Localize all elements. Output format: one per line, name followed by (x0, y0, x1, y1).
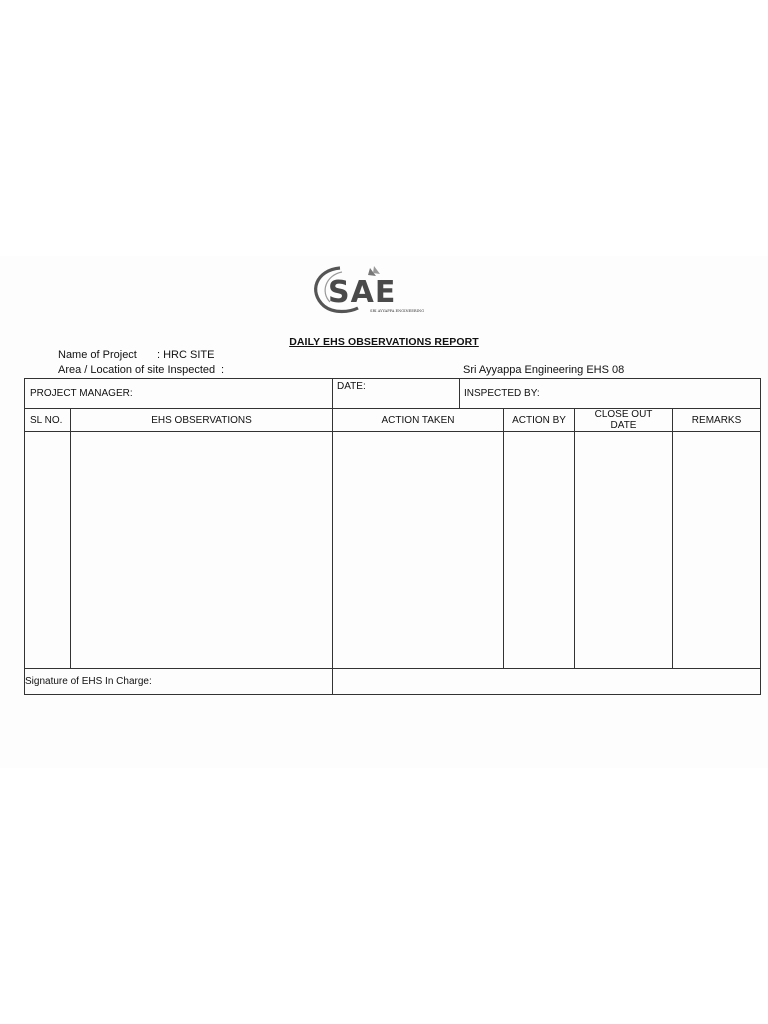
project-name-value: : HRC SITE (157, 349, 215, 361)
project-manager-label: PROJECT MANAGER: (30, 388, 133, 399)
action-by-cell[interactable] (504, 432, 575, 669)
project-name-line (58, 349, 214, 361)
ehs-observations-cell[interactable] (71, 432, 333, 669)
column-header-sl-no: SL NO. (25, 409, 71, 432)
document-code: Sri Ayyappa Engineering EHS 08 (463, 364, 625, 376)
inspected-by-label: INSPECTED BY: (464, 388, 540, 399)
signature-label-cell (25, 669, 333, 695)
logo-tagline: SRI AYYAPPA ENGINEERING (370, 309, 425, 313)
logo-mark: SAE (328, 275, 397, 310)
sl-no-cell[interactable] (25, 432, 71, 669)
date-label: DATE: (337, 381, 366, 392)
column-header-remarks: REMARKS (673, 409, 761, 432)
area-line (58, 364, 224, 376)
date-field[interactable] (333, 379, 460, 409)
area-value: : (221, 364, 225, 376)
action-taken-cell[interactable] (333, 432, 504, 669)
close-out-date-cell[interactable] (575, 432, 673, 669)
column-header-ehs-observations: EHS OBSERVATIONS (71, 409, 333, 432)
signature-field[interactable] (333, 669, 761, 695)
remarks-cell[interactable] (673, 432, 761, 669)
page-title: DAILY EHS OBSERVATIONS REPORT (289, 336, 479, 348)
project-manager-field[interactable] (25, 379, 333, 409)
observations-table (24, 378, 761, 695)
column-header-action-by: ACTION BY (504, 409, 575, 432)
area-label: Area / Location of site Inspected (58, 364, 216, 376)
inspected-by-field[interactable] (460, 379, 761, 409)
column-header-close-out-date: CLOSE OUT DATE (575, 409, 673, 432)
column-header-action-taken: ACTION TAKEN (333, 409, 504, 432)
signature-label: Signature of EHS In Charge: (25, 676, 152, 687)
sae-logo (310, 262, 440, 314)
project-name-label: Name of Project (58, 349, 137, 361)
